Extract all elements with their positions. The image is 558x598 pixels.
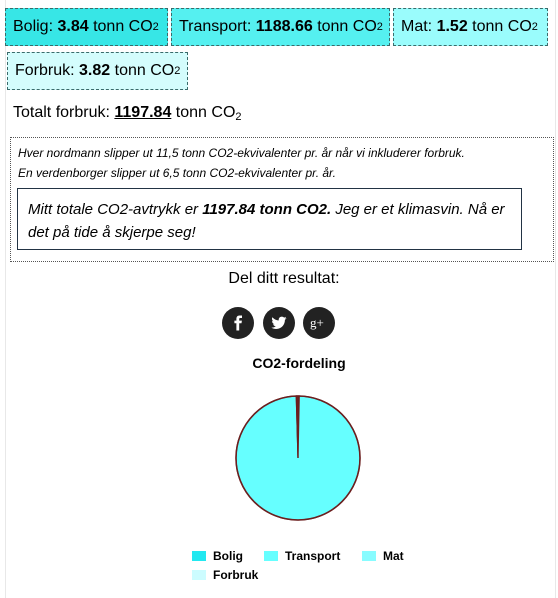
category-mat-value: 1.52: [436, 18, 468, 35]
category-mat-box: [393, 8, 548, 46]
info-norway-line: Hver nordmann slipper ut 11,5 tonn CO2-ekvivalenter pr. år når vi inkluderer forbruk.: [18, 146, 465, 160]
total-unit: tonn CO: [175, 104, 236, 121]
category-bolig-unit-sub: 2: [152, 21, 159, 33]
quote-prefix: Mitt totale CO2-avtrykk er: [28, 201, 203, 218]
category-transport-value: 1188.66: [255, 18, 313, 35]
total-label: Totalt forbruk:: [13, 104, 110, 121]
category-transport-box: [171, 8, 390, 46]
legend-swatch-mat: [362, 551, 376, 561]
category-bolig-unit: tonn CO: [93, 18, 153, 35]
category-forbruk-unit-sub: 2: [174, 65, 181, 77]
category-mat-label: Mat:: [401, 18, 433, 35]
total-line: [13, 104, 242, 123]
twitter-icon: [271, 316, 287, 330]
total-value: 1197.84: [114, 104, 172, 121]
legend-item-mat: [362, 549, 404, 563]
category-bolig-value: 3.84: [57, 18, 89, 35]
category-forbruk-label: Forbruk:: [15, 62, 75, 79]
google-plus-icon: [310, 316, 328, 330]
total-unit-sub: 2: [235, 111, 242, 123]
legend-swatch-transport: [264, 551, 278, 561]
twitter-share-button[interactable]: [263, 307, 295, 339]
category-forbruk-box: [7, 52, 188, 90]
category-mat-unit-sub: 2: [531, 21, 538, 33]
info-world-line: En verdenborger slipper ut 6,5 tonn CO2-ekvivalenter pr. år.: [18, 166, 336, 180]
category-transport-unit: tonn CO: [317, 18, 377, 35]
quote-value: 1197.84 tonn CO2.: [202, 201, 332, 218]
legend-label-bolig: Bolig: [213, 549, 243, 563]
pie-chart: [232, 392, 364, 524]
legend-item-transport: [264, 549, 340, 563]
facebook-share-button[interactable]: [222, 307, 254, 339]
legend-swatch-forbruk: [192, 570, 206, 580]
legend-item-forbruk: [192, 568, 258, 582]
category-transport-label: Transport:: [179, 18, 252, 35]
category-mat-unit: tonn CO: [472, 18, 532, 35]
chart-title: CO2-fordeling: [252, 355, 346, 371]
facebook-icon: [231, 315, 245, 331]
legend-label-transport: Transport: [285, 549, 341, 563]
legend-label-mat: Mat: [383, 549, 404, 563]
category-forbruk-value: 3.82: [79, 62, 111, 79]
legend-item-bolig: [192, 549, 243, 563]
category-transport-unit-sub: 2: [376, 21, 383, 33]
info-box: [10, 137, 554, 262]
svg-text:g+: g+: [310, 316, 324, 330]
category-bolig-box: [5, 8, 168, 46]
share-title: Del ditt resultat:: [228, 270, 340, 287]
legend-swatch-bolig: [192, 551, 206, 561]
quote-suffix: Jeg er et klimasvin. Nå er det på tide å skjerpe seg!: [28, 201, 505, 241]
category-forbruk-unit: tonn CO: [114, 62, 175, 79]
category-bolig-label: Bolig:: [13, 18, 54, 35]
result-quote: [17, 188, 522, 250]
legend-label-forbruk: Forbruk: [213, 568, 259, 582]
google-plus-share-button[interactable]: [303, 307, 335, 339]
